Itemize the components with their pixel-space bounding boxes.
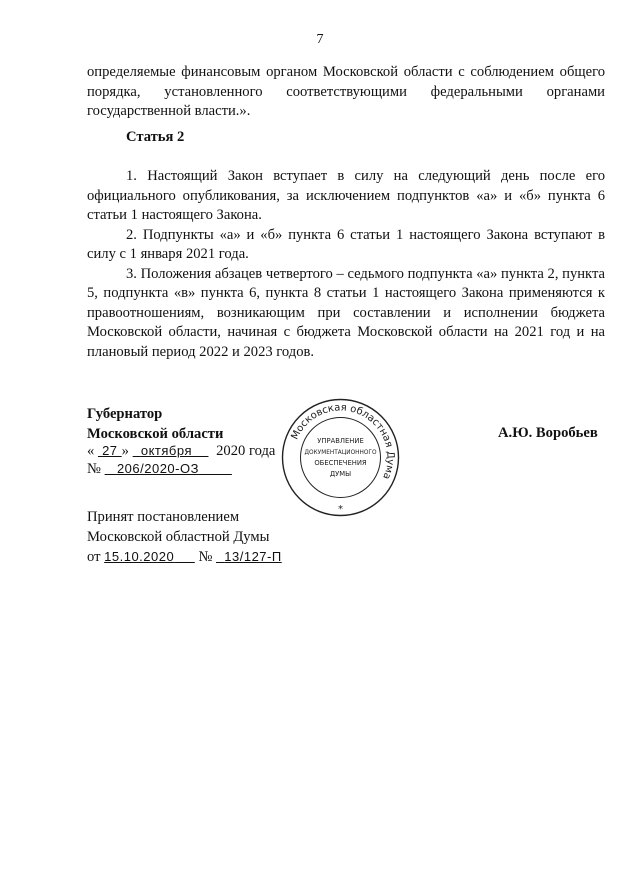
stamp-center-line1: УПРАВЛЕНИЕ <box>317 437 364 445</box>
paragraph-2: 2. Подпункты «а» и «б» пункта 6 статьи 1 настоящего Закона вступают в силу с 1 января 2021 года. <box>87 226 605 262</box>
paragraph-3: 3. Положения абзацев четвертого – седьмого подпункта «а» пункта 2, пункта 5, подпункта «в» пункта 6, пункта 8 статьи 1 настоящего Закона применяются к правоотношениям, возникающим при составлении и исполнении бюджета Московской области, начиная с бюджета Московской области на 2021 год и на плановый период 2022 и 2023 годов. <box>87 265 605 360</box>
date-close-quote: » <box>121 443 129 459</box>
document-body <box>87 63 605 122</box>
date-month: октября <box>140 443 192 458</box>
governor-title <box>87 405 223 444</box>
stamp-center-line3: ОБЕСПЕЧЕНИЯ <box>314 459 367 467</box>
adopted-line1: Принят постановлением <box>87 509 240 525</box>
adopted-number: 13/127-П <box>224 549 282 564</box>
adopted-line2: Московской областной Думы <box>87 528 270 545</box>
paragraph-1: 1. Настоящий Закон вступает в силу на следующий день после его официального опубликования, за исключением подпунктов «а» и «б» пункта 6 статьи 1 настоящего Закона. <box>87 168 605 223</box>
date-day: 27 <box>102 443 118 458</box>
governor-title-line1: Губернатор <box>87 406 163 422</box>
stamp-center-line2: ДОКУМЕНТАЦИОННОГО <box>304 450 377 456</box>
adopted-from-label: от <box>87 549 101 565</box>
date-open-quote: « <box>87 443 95 459</box>
governor-name: А.Ю. Воробьев <box>498 425 598 441</box>
governor-title-line2: Московской области <box>87 425 224 442</box>
page-number: 7 <box>316 32 324 47</box>
adopted-line3 <box>87 547 282 568</box>
law-number <box>87 459 232 480</box>
stamp-center-line4: ДУМЫ <box>329 470 352 478</box>
law-number-value: 206/2020-ОЗ <box>116 461 199 476</box>
adopted-date: 15.10.2020 <box>104 549 175 564</box>
stamp-ring-text: Московская областная Дума <box>289 402 396 481</box>
date-year: 2020 года <box>216 443 276 459</box>
article-heading: Статья 2 <box>126 129 185 145</box>
official-stamp <box>278 395 403 520</box>
article-section <box>87 128 605 148</box>
intro-paragraph: определяемые финансовым органом Московской области с соблюдением общего порядка, установленного соответствующими федеральными органами государственной власти.». <box>87 64 605 119</box>
stamp-star-icon: * <box>338 504 343 515</box>
adopted-number-label: № <box>198 549 213 565</box>
adopted-block <box>87 508 282 568</box>
article-paragraphs <box>87 167 605 362</box>
law-number-label: № <box>87 461 101 477</box>
